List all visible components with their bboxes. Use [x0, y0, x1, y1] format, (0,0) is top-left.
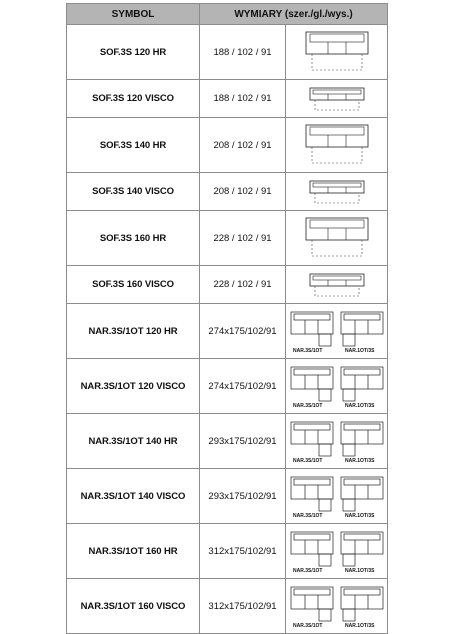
- corner-sofa-pair-icon: [288, 418, 386, 464]
- corner-sofa-pair-icon: [288, 363, 386, 409]
- dimensions-cell: 188 / 102 / 91: [200, 80, 286, 118]
- dimensions-cell: 228 / 102 / 91: [200, 266, 286, 304]
- drawing-cell: [286, 211, 388, 266]
- dimensions-cell: 293x175/102/91: [200, 469, 286, 524]
- sofa-3-seat-hr-icon: [302, 123, 372, 167]
- drawing-cell: [286, 469, 388, 524]
- symbol-cell: SOF.3S 140 VISCO: [67, 173, 200, 211]
- dimensions-cell: 312x175/102/91: [200, 579, 286, 634]
- header-symbol: SYMBOL: [67, 4, 200, 25]
- drawing-cell: [286, 414, 388, 469]
- table-row: [67, 118, 388, 173]
- symbol-cell: NAR.3S/1OT 120 VISCO: [67, 359, 200, 414]
- drawing-cell: [286, 524, 388, 579]
- drawing-cell: [286, 173, 388, 211]
- corner-sofa-pair-icon: [288, 583, 386, 629]
- header-row: [67, 4, 388, 25]
- drawing-cell: [286, 579, 388, 634]
- sofa-3-seat-visco-icon: [306, 178, 368, 206]
- caption-right: NAR.1OT/3S: [344, 348, 374, 354]
- dimensions-cell: 274x175/102/91: [200, 304, 286, 359]
- table-row: [67, 469, 388, 524]
- table-row: [67, 80, 388, 118]
- drawing-cell: [286, 25, 388, 80]
- product-spec-table: [66, 3, 388, 634]
- symbol-cell: SOF.3S 120 VISCO: [67, 80, 200, 118]
- table-row: [67, 579, 388, 634]
- dimensions-cell: 228 / 102 / 91: [200, 211, 286, 266]
- table-row: [67, 173, 388, 211]
- table-row: [67, 524, 388, 579]
- dimensions-cell: 208 / 102 / 91: [200, 173, 286, 211]
- caption-right: NAR.1OT/3S: [344, 458, 374, 464]
- table-row: [67, 211, 388, 266]
- sofa-3-seat-visco-icon: [306, 85, 368, 113]
- table-row: [67, 25, 388, 80]
- caption-right: NAR.1OT/3S: [344, 623, 374, 629]
- corner-sofa-pair-icon: [288, 308, 386, 354]
- header-dimensions: WYMIARY (szer./gl./wys.): [200, 4, 388, 25]
- dimensions-cell: 274x175/102/91: [200, 359, 286, 414]
- table-row: [67, 359, 388, 414]
- dimensions-cell: 208 / 102 / 91: [200, 118, 286, 173]
- symbol-cell: NAR.3S/1OT 160 HR: [67, 524, 200, 579]
- symbol-cell: SOF.3S 120 HR: [67, 25, 200, 80]
- symbol-cell: NAR.3S/1OT 120 HR: [67, 304, 200, 359]
- caption-left: NAR.3S/1OT: [292, 623, 322, 629]
- drawing-cell: [286, 304, 388, 359]
- corner-sofa-pair-icon: [288, 528, 386, 574]
- drawing-cell: [286, 80, 388, 118]
- drawing-cell: [286, 359, 388, 414]
- sofa-3-seat-hr-icon: [302, 30, 372, 74]
- dimensions-cell: 293x175/102/91: [200, 414, 286, 469]
- symbol-cell: SOF.3S 160 HR: [67, 211, 200, 266]
- caption-right: NAR.1OT/3S: [344, 568, 374, 574]
- sofa-3-seat-visco-icon: [306, 271, 368, 299]
- dimensions-cell: 312x175/102/91: [200, 524, 286, 579]
- symbol-cell: NAR.3S/1OT 140 HR: [67, 414, 200, 469]
- table-row: [67, 414, 388, 469]
- symbol-cell: SOF.3S 140 HR: [67, 118, 200, 173]
- symbol-cell: NAR.3S/1OT 160 VISCO: [67, 579, 200, 634]
- table-row: [67, 266, 388, 304]
- symbol-cell: SOF.3S 160 VISCO: [67, 266, 200, 304]
- symbol-cell: NAR.3S/1OT 140 VISCO: [67, 469, 200, 524]
- caption-left: NAR.3S/1OT: [292, 513, 322, 519]
- caption-left: NAR.3S/1OT: [292, 348, 322, 354]
- caption-left: NAR.3S/1OT: [292, 458, 322, 464]
- corner-sofa-pair-icon: [288, 473, 386, 519]
- caption-left: NAR.3S/1OT: [292, 403, 322, 409]
- drawing-cell: [286, 266, 388, 304]
- sofa-3-seat-hr-icon: [302, 216, 372, 260]
- table-row: [67, 304, 388, 359]
- dimensions-cell: 188 / 102 / 91: [200, 25, 286, 80]
- caption-left: NAR.3S/1OT: [292, 568, 322, 574]
- caption-right: NAR.1OT/3S: [344, 513, 374, 519]
- drawing-cell: [286, 118, 388, 173]
- caption-right: NAR.1OT/3S: [344, 403, 374, 409]
